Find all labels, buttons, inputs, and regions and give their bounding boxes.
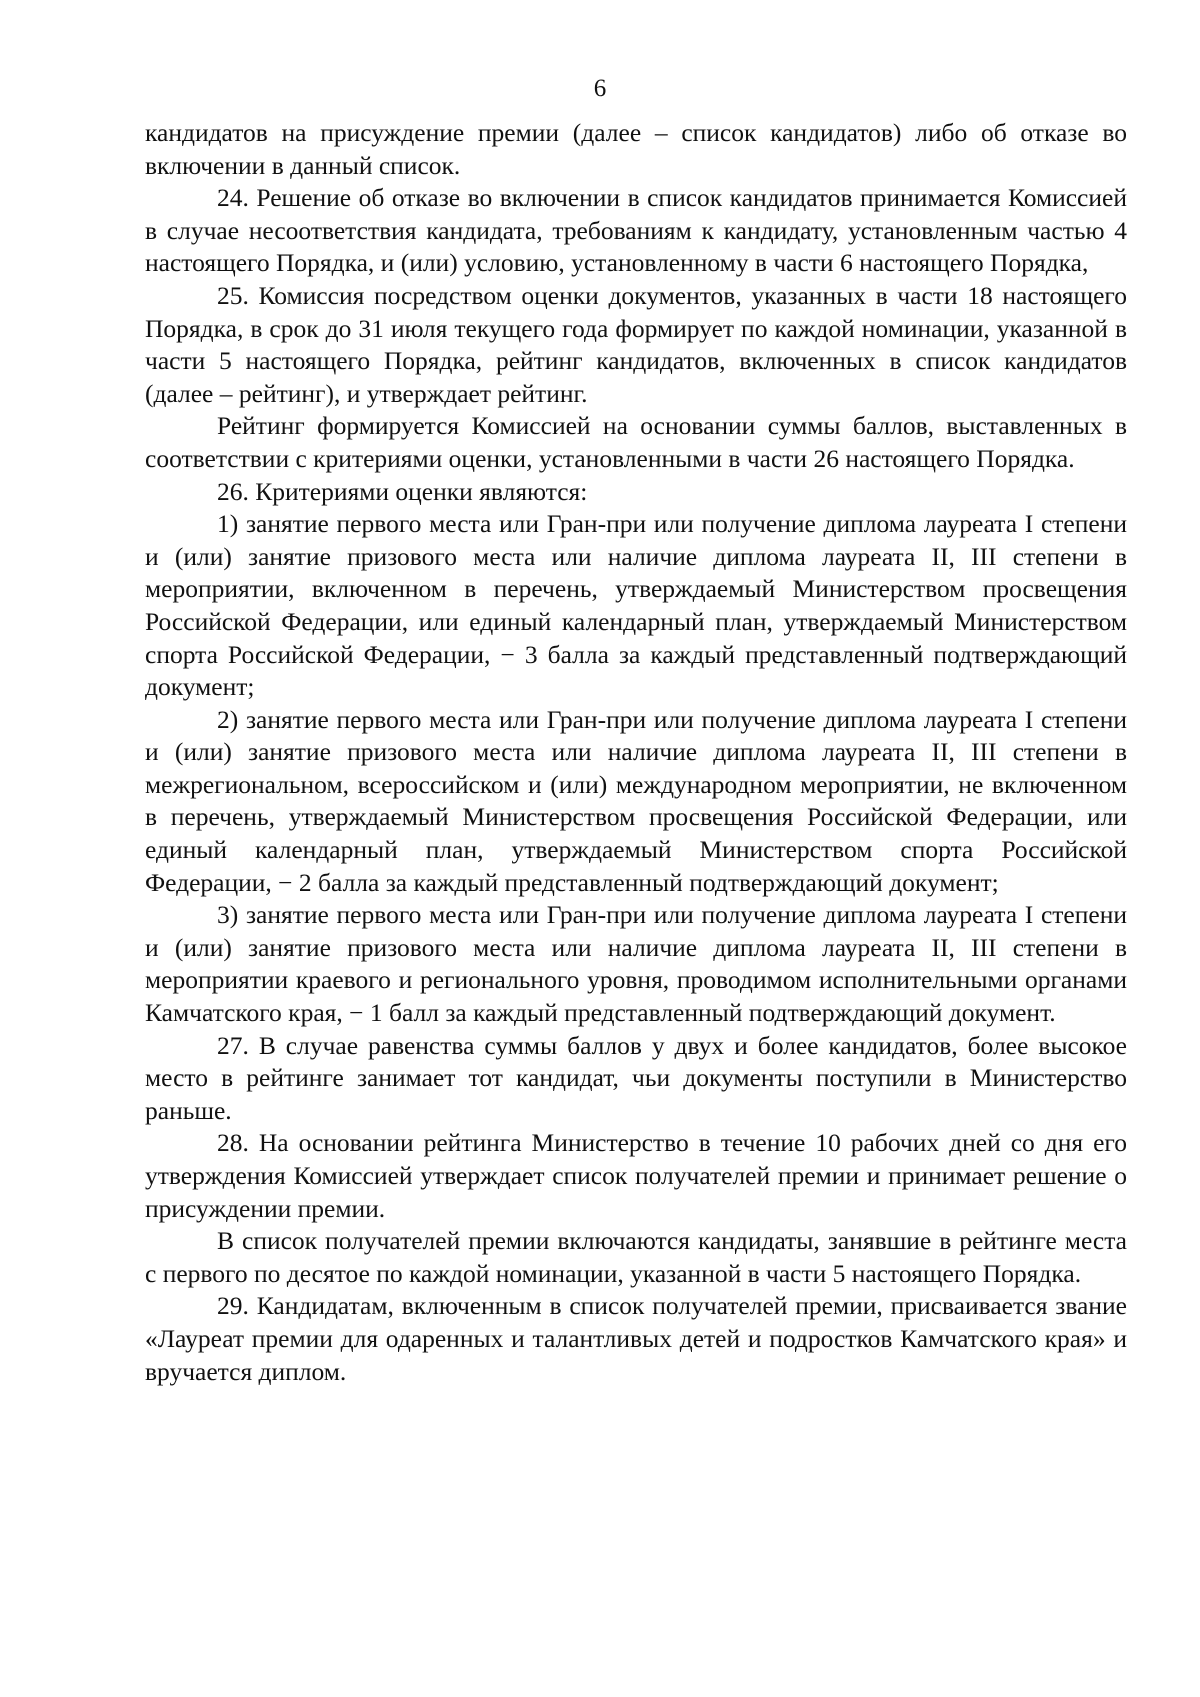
page-number: 6 [593,75,607,102]
paragraph-27: 27. В случае равенства суммы баллов у двух и более кандидатов, более высокое место в рейтинге занимает тот кандидат, чьи документы поступили в Министерство раньше. [145,1030,1127,1125]
paragraph-28: 28. На основании рейтинга Министерство в течение 10 рабочих дней со дня его утверждения Комиссией утверждает список получателей премии и принимает решение о присуждении премии. [145,1128,1127,1223]
paragraph-continuation: кандидатов на присуждение премии (далее – список кандидатов) либо об отказе во включении в данный список. [145,118,1127,180]
paragraph-29: 29. Кандидатам, включенным в список получателей премии, присваивается звание «Лауреат премии для одаренных и талантливых детей и подростков Камчатского края» и вручается диплом. [145,1291,1127,1386]
criterion-3: 3) занятие первого места или Гран-при или получение диплома лауреата I степени и (или) занятие призового места или наличие диплома лауреата II, III степени в мероприятии краевого и регионального уровня, проводимом исполнительными органами Камчатского края, − 1 балл за каждый представленный подтверждающий документ. [145,900,1127,1028]
document-body [145,117,1127,1388]
criterion-2: 2) занятие первого места или Гран-при или получение диплома лауреата I степени и (или) занятие призового места или наличие диплома лауреата II, III степени в межрегиональном, всероссийском и (или) международном мероприятии, не включенном в перечень, утверждаемый Министерством просвещения Российской Федерации, или единый календарный план, утверждаемый Министерством спорта Российской Федерации, − 2 балла за каждый представленный подтверждающий документ; [145,704,1127,897]
paragraph-24: 24. Решение об отказе во включении в список кандидатов принимается Комиссией в случае несоответствия кандидата, требованиям к кандидату, установленным частью 4 настоящего Порядка, и (или) условию, установленному в части 6 настоящего Порядка, [145,183,1127,278]
criterion-1: 1) занятие первого места или Гран-при или получение диплома лауреата I степени и (или) занятие призового места или наличие диплома лауреата II, III степени в мероприятии, включенном в перечень, утверждаемый Министерством просвещения Российской Федерации, или единый календарный план, утверждаемый Министерством спорта Российской Федерации, − 3 балла за каждый представленный подтверждающий документ; [145,509,1127,702]
paragraph-26: 26. Критериями оценки являются: [217,476,588,506]
paragraph-rating: Рейтинг формируется Комиссией на основании суммы баллов, выставленных в соответствии с критериями оценки, установленными в части 26 настоящего Порядка. [145,411,1127,473]
paragraph-recipients: В список получателей премии включаются кандидаты, занявшие в рейтинге места с первого по десятое по каждой номинации, указанной в части 5 настоящего Порядка. [145,1226,1127,1288]
paragraph-25: 25. Комиссия посредством оценки документов, указанных в части 18 настоящего Порядка, в срок до 31 июля текущего года формирует по каждой номинации, указанной в части 5 настоящего Порядка, рейтинг кандидатов, включенных в список кандидатов (далее – рейтинг), и утверждает рейтинг. [145,280,1127,408]
